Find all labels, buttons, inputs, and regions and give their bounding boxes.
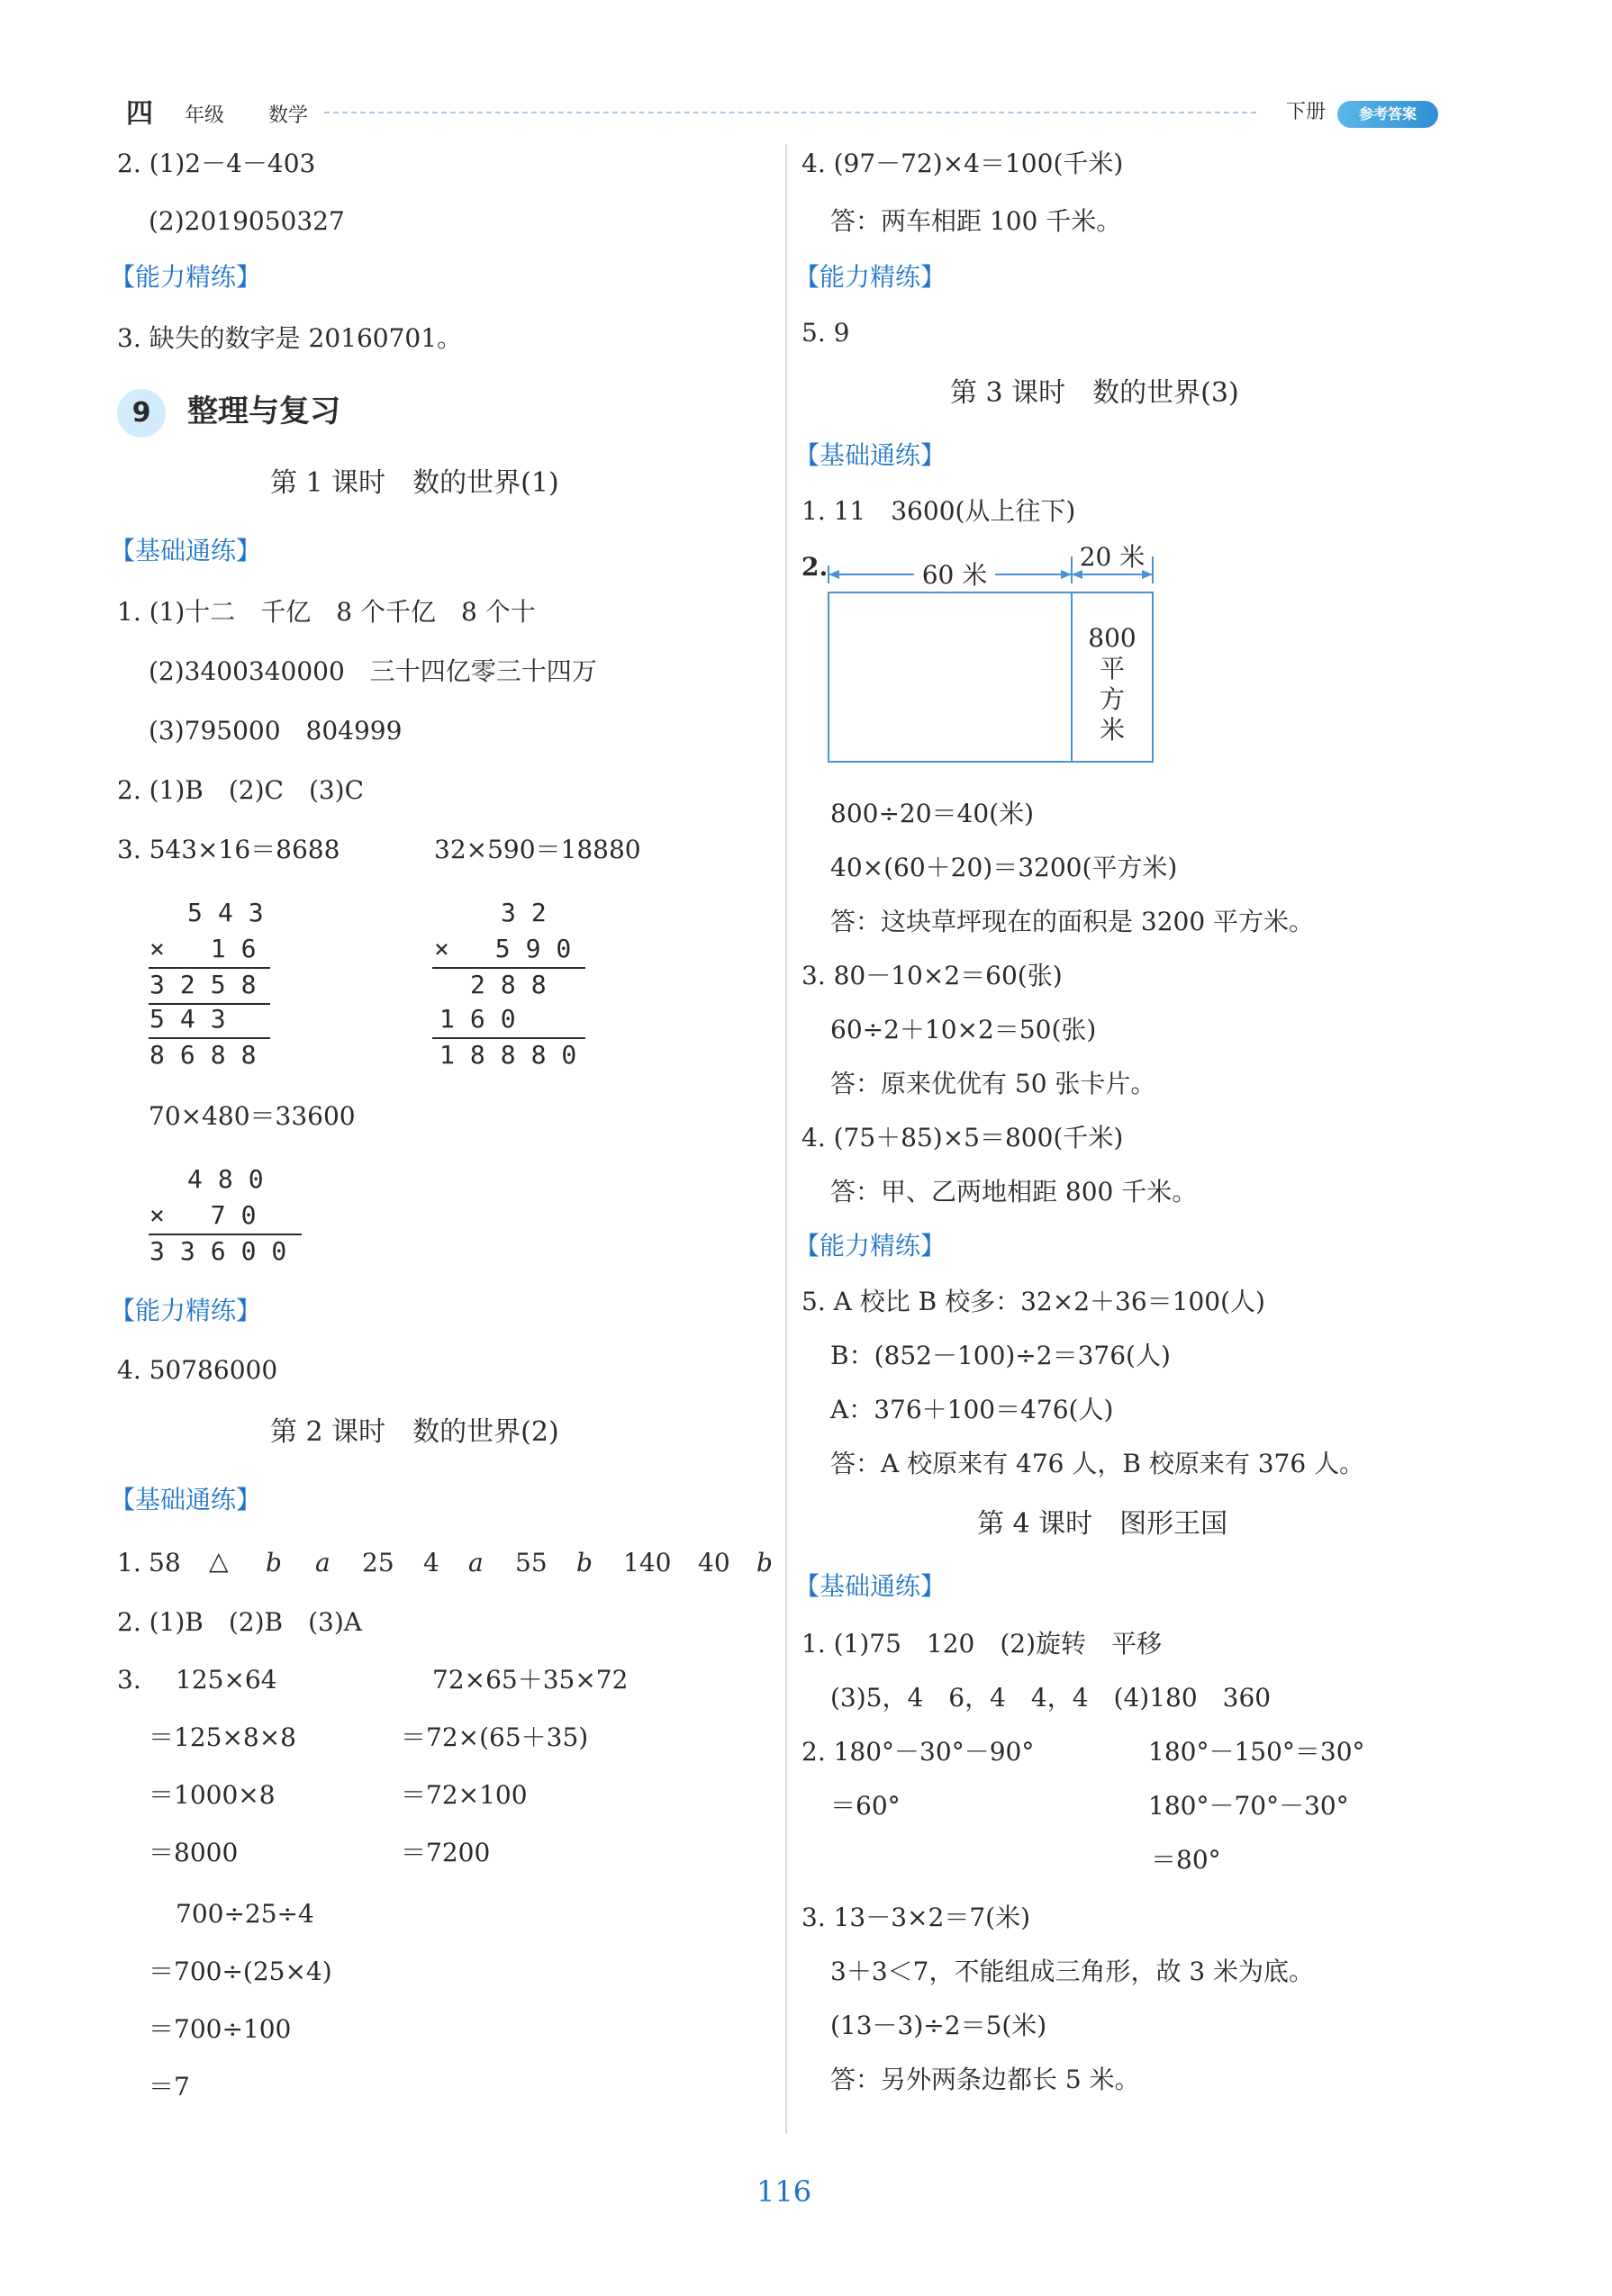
vertical-calc-row: 543 bbox=[149, 1004, 241, 1034]
answer-line: 40×(60＋20)＝3200(平方米) bbox=[830, 853, 1178, 882]
answer-line: 4. (75＋85)×5＝800(千米) bbox=[801, 1123, 1124, 1153]
area-label: 800 bbox=[1088, 623, 1137, 653]
answer-line: A：376＋100＝476(人) bbox=[830, 1395, 1114, 1424]
area-label: 米 bbox=[1099, 715, 1126, 745]
vertical-calc-row: × 590 bbox=[434, 934, 587, 963]
answer-line: (3)795000 804999 bbox=[149, 716, 403, 746]
calc-step: 72×65＋35×72 bbox=[432, 1665, 629, 1695]
area-label: 平 bbox=[1099, 654, 1126, 683]
answer-line: 180°－150°＝30° bbox=[1148, 1737, 1365, 1767]
b1-item: b bbox=[576, 1548, 593, 1577]
calc-step: 125×64 bbox=[176, 1665, 277, 1695]
lawn-diagram bbox=[824, 540, 1166, 765]
answer-line: (3)5，4 6，4 4，4 (4)180 360 bbox=[830, 1683, 1272, 1713]
section-heading: 【基础通练】 bbox=[110, 536, 262, 565]
b1-item: 58 bbox=[149, 1548, 181, 1577]
answer-line: 答：另外两条边都长 5 米。 bbox=[830, 2065, 1140, 2094]
calc-rule bbox=[432, 967, 585, 969]
vertical-calc-row: 18880 bbox=[439, 1040, 593, 1070]
b1-item: a bbox=[468, 1548, 484, 1577]
calc-rule bbox=[149, 1234, 302, 1235]
section-heading: 【基础通练】 bbox=[794, 1571, 946, 1601]
answer-line: 3. 543×16＝8688 bbox=[117, 835, 340, 864]
b1-item: 140 bbox=[623, 1548, 672, 1577]
answer-line: 3. 缺失的数字是 20160701。 bbox=[117, 323, 463, 353]
answer-line: 1. (1)75 120 (2)旋转 平移 bbox=[801, 1629, 1163, 1659]
vertical-calc-row: 33600 bbox=[149, 1236, 303, 1266]
lesson-title: 第 1 课时 数的世界(1) bbox=[270, 467, 559, 499]
vertical-calc-row: × 16 bbox=[149, 934, 272, 963]
answer-line: 答：A 校原来有 476 人，B 校原来有 376 人。 bbox=[830, 1449, 1365, 1478]
calc-step: 700÷25÷4 bbox=[176, 1899, 314, 1929]
section-heading: 【能力精练】 bbox=[794, 262, 946, 292]
answer-line: 3. 80－10×2＝60(张) bbox=[801, 961, 1063, 990]
vertical-calc-row: 288 bbox=[470, 970, 562, 999]
answer-line: 60÷2＋10×2＝50(张) bbox=[830, 1015, 1097, 1044]
arrow-head bbox=[1061, 570, 1072, 579]
b1-item: b bbox=[756, 1548, 773, 1577]
answer-line: 2. bbox=[801, 552, 829, 582]
answer-line: 1. 11 3600(从上往下) bbox=[801, 496, 1076, 526]
page-number: 116 bbox=[756, 2174, 812, 2209]
volume-label: 下册 bbox=[1286, 101, 1327, 123]
area-label: 方 bbox=[1099, 684, 1126, 714]
width-60-label: 60 米 bbox=[921, 560, 988, 590]
calc-step: ＝125×8×8 bbox=[149, 1722, 296, 1752]
b1-item: 25 bbox=[362, 1548, 394, 1577]
answer-line: 2. (1)B (2)B (3)A bbox=[117, 1607, 362, 1637]
answer-line: 答：甲、乙两地相距 800 千米。 bbox=[830, 1177, 1198, 1207]
vertical-calc-row: 3258 bbox=[149, 970, 272, 999]
section-heading: 【基础通练】 bbox=[794, 440, 946, 470]
calc-step: ＝1000×8 bbox=[149, 1780, 276, 1810]
subject-label: 数学 bbox=[268, 104, 309, 127]
answer-line: 答：两车相距 100 千米。 bbox=[830, 206, 1122, 236]
b1-item: b bbox=[266, 1548, 282, 1577]
chapter-title: 整理与复习 bbox=[187, 393, 340, 429]
calc-step: ＝8000 bbox=[149, 1838, 239, 1867]
column-divider bbox=[785, 144, 787, 2134]
answer-line: 5. 9 bbox=[801, 318, 850, 348]
lesson-title: 第 4 课时 图形王国 bbox=[977, 1508, 1228, 1540]
vertical-calc-row: 543 bbox=[187, 898, 279, 927]
calc-step: ＝72×(65＋35) bbox=[401, 1722, 589, 1752]
answer-line: 70×480＝33600 bbox=[149, 1101, 356, 1131]
answer-line: ＝80° bbox=[1151, 1845, 1221, 1875]
section-heading: 【基础通练】 bbox=[110, 1485, 262, 1514]
lesson-title: 第 2 课时 数的世界(2) bbox=[270, 1416, 559, 1448]
calc-step: ＝7 bbox=[149, 2072, 190, 2102]
section-heading: 【能力精练】 bbox=[110, 1296, 262, 1325]
triangle-symbol: △ bbox=[209, 1546, 229, 1576]
answer-line: 32×590＝18880 bbox=[434, 835, 641, 864]
calc-rule bbox=[149, 967, 270, 969]
answer-line: 2. 180°－30°－90° bbox=[801, 1737, 1035, 1767]
vertical-calc-row: 160 bbox=[439, 1004, 531, 1034]
answer-line: 2. (1)B (2)C (3)C bbox=[117, 775, 365, 805]
answer-line: 4. (97－72)×4＝100(千米) bbox=[801, 149, 1124, 178]
header-divider bbox=[324, 112, 1256, 113]
answer-line: (2)3400340000 三十四亿零三十四万 bbox=[149, 656, 597, 686]
calc-rule bbox=[149, 1037, 270, 1039]
lesson-title: 第 3 课时 数的世界(3) bbox=[950, 377, 1239, 409]
grade-label: 年级 bbox=[185, 104, 225, 127]
answer-line: 1. (1)十二 千亿 8 个千亿 8 个十 bbox=[117, 597, 536, 627]
answer-line: ＝60° bbox=[830, 1791, 901, 1821]
answer-line: 5. A 校比 B 校多：32×2＋36＝100(人) bbox=[801, 1287, 1265, 1316]
answer-line: 1. bbox=[117, 1548, 141, 1577]
answer-line: 答：原来优优有 50 张卡片。 bbox=[830, 1069, 1156, 1098]
calc-step: ＝700÷100 bbox=[149, 2014, 292, 2044]
grade-char: 四 bbox=[126, 98, 153, 130]
section-heading: 【能力精练】 bbox=[794, 1231, 946, 1261]
vertical-calc-row: 8688 bbox=[149, 1040, 272, 1070]
answer-line: B：(852－100)÷2＝376(人) bbox=[830, 1341, 1171, 1370]
answer-badge: 参考答案 bbox=[1337, 101, 1438, 128]
b1-item: 40 bbox=[698, 1548, 730, 1577]
answer-line: 答：这块草坪现在的面积是 3200 平方米。 bbox=[830, 907, 1315, 936]
answer-line: 2. (1)2－4－403 bbox=[117, 149, 316, 178]
calc-rule bbox=[432, 1037, 585, 1039]
vertical-calc-row: 32 bbox=[501, 898, 562, 927]
answer-line: 800÷20＝40(米) bbox=[830, 799, 1035, 828]
arrow-head bbox=[829, 570, 839, 579]
vertical-calc-row: 480 bbox=[187, 1164, 279, 1194]
vertical-calc-row: × 70 bbox=[149, 1200, 272, 1230]
answer-line: (13－3)÷2＝5(米) bbox=[830, 2011, 1047, 2040]
calc-step: ＝72×100 bbox=[401, 1780, 528, 1810]
section-heading: 【能力精练】 bbox=[110, 262, 262, 292]
answer-line: 3. bbox=[117, 1665, 141, 1695]
answer-line: 4. 50786000 bbox=[117, 1355, 278, 1385]
calc-step: ＝700÷(25×4) bbox=[149, 1957, 332, 1986]
answer-line: 3. 13－3×2＝7(米) bbox=[801, 1903, 1030, 1932]
width-20-label: 20 米 bbox=[1079, 542, 1146, 572]
b1-item: 55 bbox=[515, 1548, 548, 1577]
answer-line: 180°－70°－30° bbox=[1148, 1791, 1349, 1821]
b1-item: a bbox=[315, 1548, 331, 1577]
calc-step: ＝7200 bbox=[401, 1838, 491, 1867]
answer-line: 3＋3＜7，不能组成三角形，故 3 米为底。 bbox=[830, 1957, 1315, 1986]
b1-item: 4 bbox=[423, 1548, 439, 1577]
chapter-number: 9 bbox=[117, 389, 166, 438]
answer-line: (2)2019050327 bbox=[149, 206, 345, 236]
